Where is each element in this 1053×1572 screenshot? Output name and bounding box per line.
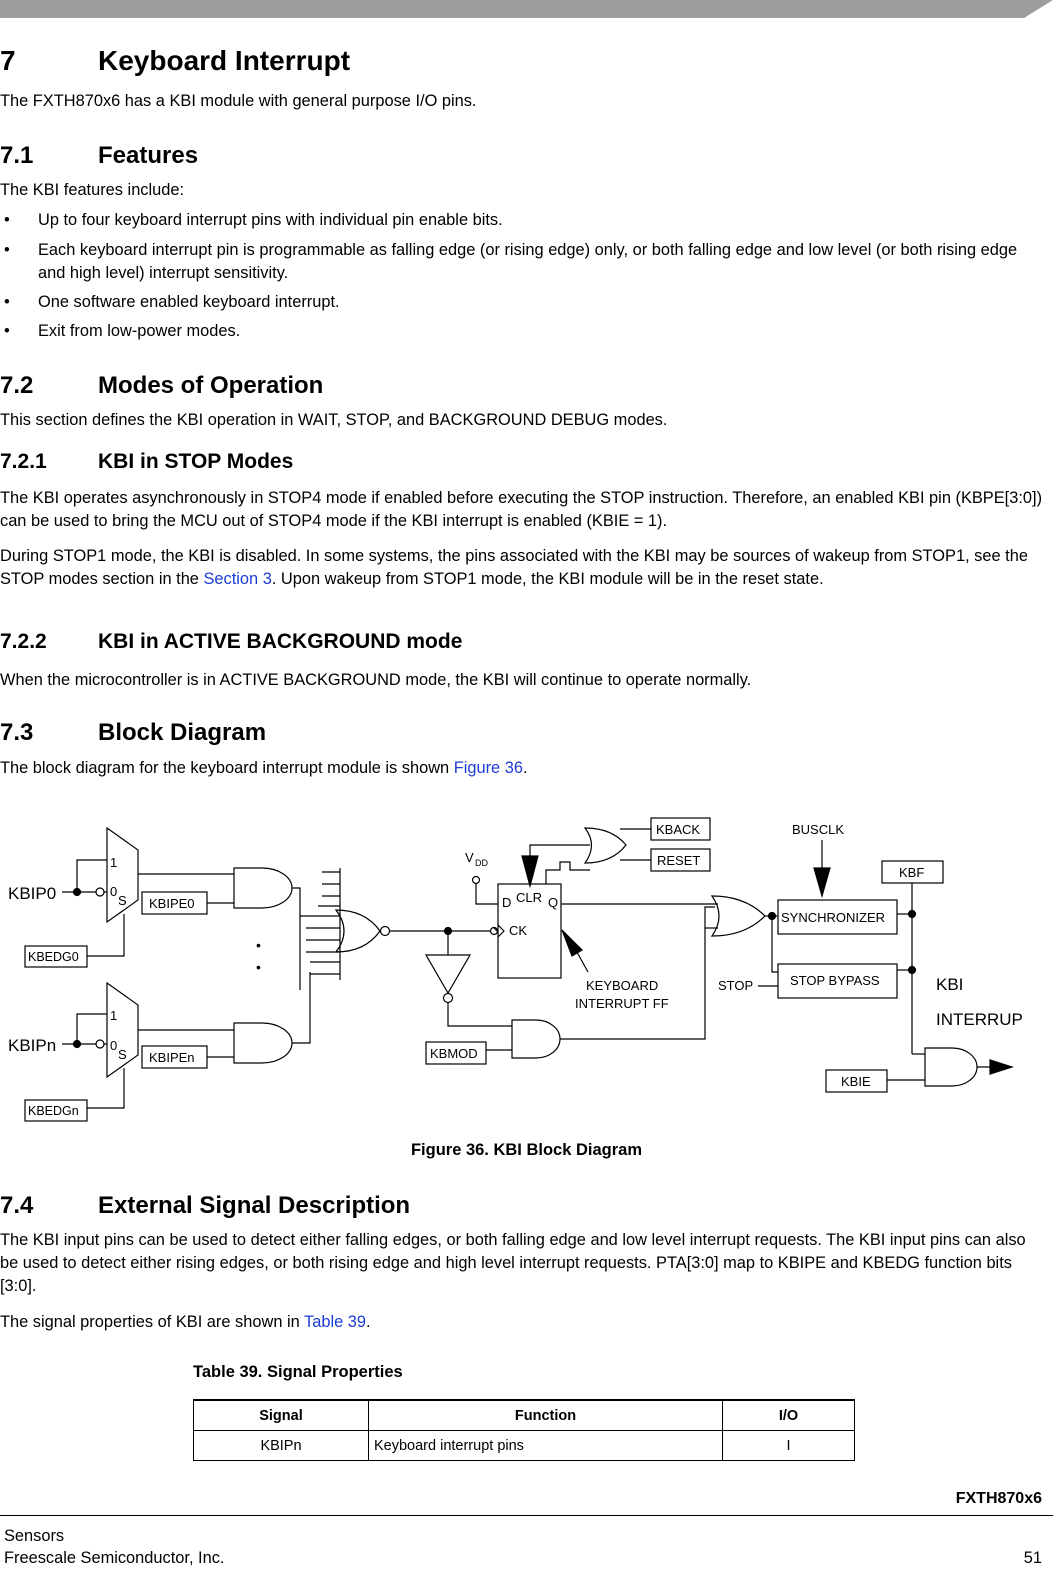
section-7-2-2-heading [0, 630, 462, 654]
and-gate-n [234, 1023, 292, 1063]
section-number: 7 [0, 45, 16, 76]
mux-label-0: 0 [110, 1038, 118, 1053]
busclk-label: BUSCLK [792, 822, 845, 837]
footer-line-1: Sensors [4, 1527, 65, 1545]
section-number: 7.2.1 [0, 450, 47, 473]
bullet-mark: • [4, 293, 10, 311]
kback-label: KBACK [656, 822, 701, 837]
kbmod-label: KBMOD [430, 1046, 478, 1061]
figure-caption: Figure 36. KBI Block Diagram [410, 1141, 643, 1159]
ff-d-label: D [502, 895, 512, 910]
kbf-label: KBF [899, 865, 925, 880]
section-7-heading [0, 45, 350, 77]
synchronizer-label: SYNCHRONIZER [781, 910, 886, 925]
stop-modes-paragraph-1: The KBI operates asynchronously in STOP4 mode if enabled before executing the STOP instruction. Therefore, an enabled KBI pin (KBPE[3:0]) can be used to bring the MCU out of STOP4 mode if the KBI interrupt is enabled (KBIE = 1). [0, 489, 1043, 530]
section-title: Features [98, 142, 199, 169]
cell-function: Keyboard interrupt pins [369, 1431, 723, 1461]
bullet-text: Exit from low-power modes. [38, 322, 241, 340]
footer-rule [0, 1515, 1053, 1516]
header-function: Function [369, 1400, 723, 1431]
header-signal: Signal [194, 1400, 369, 1431]
header-bar [0, 0, 1053, 18]
text-run: . Upon wakeup from STOP1 mode, the KBI module will be in the reset state. [271, 570, 824, 588]
section-title: Keyboard Interrupt [98, 45, 351, 76]
and-gate-0 [234, 868, 292, 908]
cell-signal: KBIPn [194, 1431, 369, 1461]
mux-label-1: 1 [110, 1008, 118, 1023]
ff-clr-label: CLR [516, 890, 543, 905]
kbedgn-label: KBEDGn [28, 1104, 79, 1118]
section-7-3-heading [0, 719, 266, 747]
continuation-dot: • [256, 959, 261, 975]
signal-properties-table [193, 1399, 855, 1461]
section-number: 7.1 [0, 142, 34, 169]
reset-label: RESET [657, 853, 701, 868]
kbip0-label: KBIP0 [8, 884, 57, 903]
kbie-label: KBIE [841, 1074, 871, 1089]
section-title: Block Diagram [98, 719, 267, 746]
features-intro: The KBI features include: [0, 181, 185, 199]
table-39-link[interactable]: Table 39 [304, 1313, 366, 1331]
mux-label-1: 1 [110, 855, 118, 870]
stop-bypass-label: STOP BYPASS [790, 973, 880, 988]
external-signal-paragraph-2 [0, 1311, 1046, 1334]
feature-bullet-1 [0, 209, 1046, 232]
mux-label-s: S [118, 893, 127, 908]
continuation-dot: • [256, 937, 261, 953]
kbipen-label: KBIPEn [149, 1050, 195, 1065]
text-run: During STOP1 mode, the KBI is disabled. In some systems, the pins associated with the KBI may be sources of wakeup from STOP1, see the STOP modes section in the [0, 547, 1028, 588]
ff-label-line-1: KEYBOARD [586, 978, 659, 993]
stop-modes-paragraph-2 [0, 545, 1046, 591]
section-number: 7.2.2 [0, 630, 47, 653]
section-title: External Signal Description [98, 1192, 411, 1219]
external-signal-paragraph-1: The KBI input pins can be used to detect either falling edges, or both falling edge and low level interrupt requests. The KBI input pins can also be used to detect either rising edges, or both rising edge and high level interrupt requests. PTA[3:0] map to KBIPE and KBEDG function bits [3:0]. [0, 1231, 1026, 1295]
feature-bullet-2 [0, 239, 1046, 285]
bullet-mark: • [4, 211, 10, 229]
bullet-text: Up to four keyboard interrupt pins with individual pin enable bits. [38, 211, 503, 229]
vdd-subscript: DD [475, 858, 488, 868]
section-7-1-heading [0, 142, 198, 170]
section-7-intro: The FXTH870x6 has a KBI module with general purpose I/O pins. [0, 92, 477, 110]
or-gate-reset [585, 828, 626, 863]
ff-label-line-2: INTERRUPT FF [575, 996, 669, 1011]
footer-line-2: Freescale Semiconductor, Inc. [4, 1549, 225, 1567]
kbedg0-label: KBEDG0 [28, 950, 79, 964]
mux-n [107, 983, 138, 1077]
table-caption: Table 39. Signal Properties [193, 1363, 403, 1381]
inverter [426, 955, 470, 993]
text-run: The block diagram for the keyboard interrupt module is shown [0, 759, 454, 777]
mux-label-0: 0 [110, 884, 118, 899]
active-background-paragraph: When the microcontroller is in ACTIVE BACKGROUND mode, the KBI will continue to operate normally. [0, 671, 752, 689]
ff-q-label: Q [548, 895, 559, 910]
section-title: KBI in ACTIVE BACKGROUND mode [98, 630, 463, 653]
figure-36-link[interactable]: Figure 36 [453, 759, 523, 777]
ff-ck-label: CK [509, 923, 528, 938]
modes-intro: This section defines the KBI operation in WAIT, STOP, and BACKGROUND DEBUG modes. [0, 411, 668, 429]
text-run: . [365, 1313, 371, 1331]
kbi-block-diagram [0, 810, 1053, 1140]
section-7-4-heading [0, 1192, 410, 1220]
section-number: 7.3 [0, 719, 34, 746]
and-gate-kbmod [512, 1020, 560, 1058]
bullet-mark: • [4, 322, 10, 340]
footer-doc-id: FXTH870x6 [955, 1490, 1042, 1507]
mux-label-s: S [118, 1047, 127, 1062]
table-row [194, 1431, 855, 1461]
cell-io: I [723, 1431, 855, 1461]
section-3-link[interactable]: Section 3 [203, 570, 272, 588]
table-header-row [194, 1400, 855, 1431]
page-number: 51 [1023, 1549, 1042, 1567]
section-title: Modes of Operation [98, 372, 324, 399]
bullet-text: One software enabled keyboard interrupt. [38, 293, 340, 311]
bullet-mark: • [4, 241, 10, 259]
section-7-2-heading [0, 372, 323, 400]
feature-bullet-3 [0, 291, 1046, 314]
bullet-text: Each keyboard interrupt pin is programmable as falling edge (or rising edge) only, or both falling edge and low level (or both rising edge and high level) interrupt sensitivity. [38, 241, 1018, 282]
block-diagram-intro [0, 757, 1046, 780]
and-gate-output [925, 1048, 977, 1086]
kbi-interrupt-line-1: KBI [936, 975, 964, 994]
nor-gate [336, 910, 380, 952]
text-run: . [522, 759, 528, 777]
kbipn-label: KBIPn [8, 1036, 57, 1055]
stop-label: STOP [718, 978, 754, 993]
section-7-2-1-heading [0, 450, 293, 474]
section-number: 7.4 [0, 1192, 34, 1219]
kbipe0-label: KBIPE0 [149, 896, 195, 911]
header-io: I/O [723, 1400, 855, 1431]
kbi-interrupt-line-2: INTERRUP [936, 1010, 1023, 1029]
or-gate-flag [712, 896, 765, 936]
section-title: KBI in STOP Modes [98, 450, 294, 473]
feature-bullet-4 [0, 320, 1046, 343]
text-run: The signal properties of KBI are shown in [0, 1313, 305, 1331]
section-number: 7.2 [0, 372, 34, 399]
vdd-label: V [465, 850, 474, 865]
